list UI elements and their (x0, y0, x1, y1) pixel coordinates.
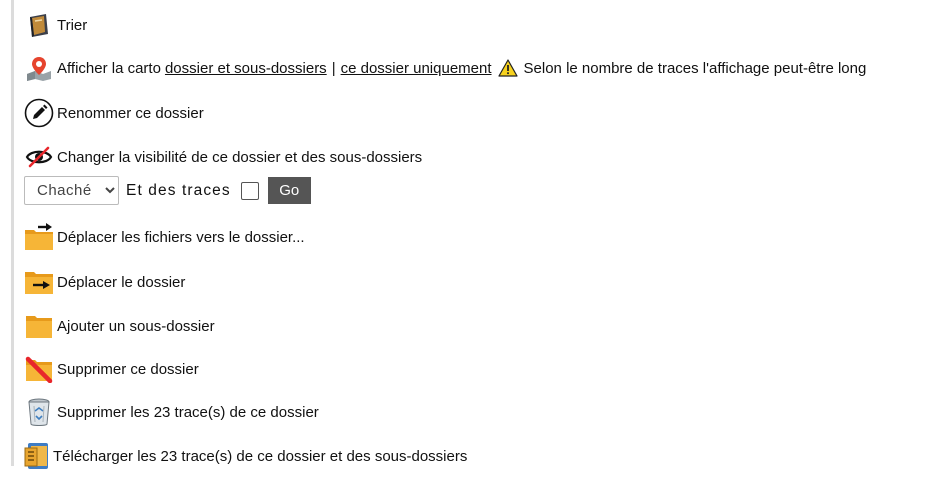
eye-slash-icon (24, 142, 54, 172)
add-subfolder-label: Ajouter un sous-dossier (57, 317, 215, 335)
visibility-label: Changer la visibilité de ce dossier et des sous-dossiers (57, 148, 423, 166)
map-link-only[interactable]: ce dossier uniquement (340, 59, 492, 77)
sort-item[interactable] (24, 10, 87, 40)
rename-item[interactable] (24, 98, 204, 128)
download-label: Télécharger les 23 trace(s) de ce dossier et des sous-dossiers (53, 447, 468, 465)
move-folder-label: Déplacer le dossier (57, 273, 186, 291)
book-icon (24, 10, 54, 40)
trash-icon (24, 397, 54, 427)
folder-move-icon (24, 267, 54, 297)
pencil-icon (24, 98, 54, 128)
sort-label: Trier (57, 16, 88, 34)
visibility-controls (24, 176, 311, 205)
add-subfolder-item[interactable] (24, 311, 215, 341)
map-item (24, 53, 866, 83)
map-pin-icon (24, 53, 54, 83)
delete-folder-item[interactable] (24, 354, 199, 384)
move-files-item[interactable] (24, 222, 305, 252)
warning-icon (498, 59, 518, 77)
folder-icon (24, 311, 54, 341)
delete-folder-label: Supprimer ce dossier (57, 360, 199, 378)
map-separator: | (331, 59, 336, 77)
download-archive-icon (24, 441, 52, 471)
rename-label: Renommer ce dossier (57, 104, 204, 122)
delete-traces-item[interactable] (24, 397, 319, 427)
left-border (11, 0, 14, 466)
folder-delete-icon (24, 354, 54, 384)
folder-arrow-icon (24, 222, 54, 252)
and-traces-checkbox[interactable] (241, 182, 259, 200)
move-folder-item[interactable] (24, 267, 185, 297)
map-warning-text: Selon le nombre de traces l'affichage peut-être long (523, 59, 867, 77)
visibility-select[interactable] (24, 176, 119, 205)
and-traces-label: Et des traces (126, 181, 231, 199)
map-link-all[interactable]: dossier et sous-dossiers (164, 59, 327, 77)
map-label: Afficher la carto (57, 59, 161, 77)
go-button[interactable]: Go (268, 177, 311, 204)
move-files-label: Déplacer les fichiers vers le dossier... (57, 228, 305, 246)
delete-traces-label: Supprimer les 23 trace(s) de ce dossier (57, 403, 319, 421)
download-item[interactable] (24, 441, 467, 471)
visibility-item (24, 142, 422, 172)
